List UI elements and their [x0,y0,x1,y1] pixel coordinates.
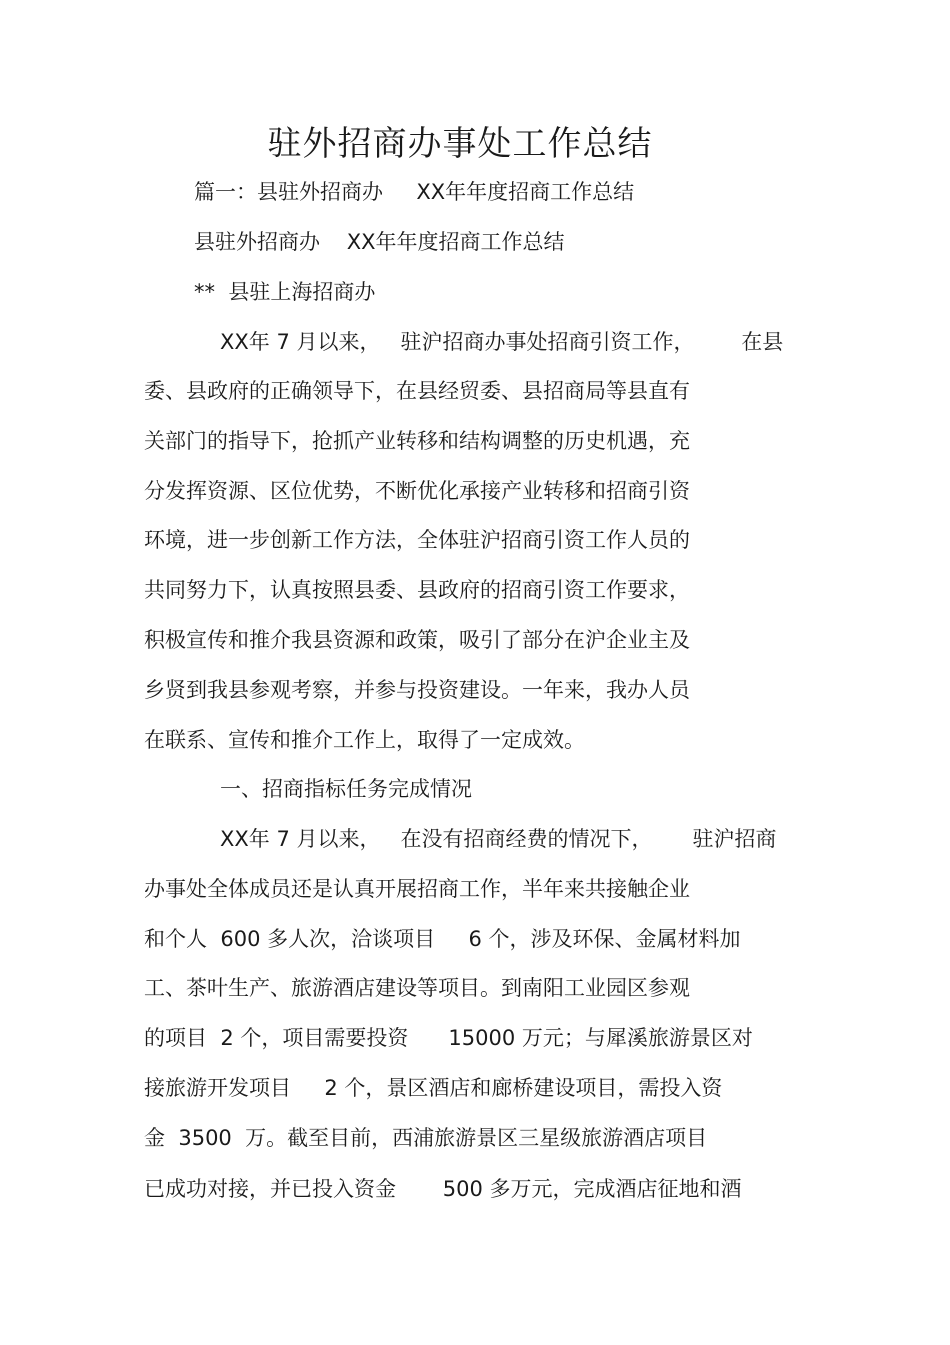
text-line: 乡贤到我县参观考察，并参与投资建设。一年来，我办人员 [144,678,690,702]
section-heading: 一、招商指标任务完成情况 [220,777,472,801]
text-line: 办事处全体成员还是认真开展招商工作，半年来共接触企业 [144,877,690,901]
text-line: 和个人 600 多人次，洽谈项目 6 个，涉及环保、金属材料加 [144,927,741,951]
text-line: 环境，进一步创新工作方法，全体驻沪招商引资工作人员的 [144,528,690,552]
text-line: 积极宣传和推介我县资源和政策，吸引了部分在沪企业主及 [144,628,690,652]
text-line: 在联系、宣传和推介工作上，取得了一定成效。 [144,728,585,752]
text-line: 分发挥资源、区位优势，不断优化承接产业转移和招商引资 [144,479,690,503]
text-line: 接旅游开发项目 2 个，景区酒店和廊桥建设项目，需投入资 [144,1076,723,1100]
document-title: 驻外招商办事处工作总结 [267,124,653,164]
text-line: 工、茶叶生产、旅游酒店建设等项目。到南阳工业园区参观 [144,976,690,1000]
text-line: 已成功对接，并已投入资金 500 多万元，完成酒店征地和酒 [144,1177,742,1201]
text-line: 的项目 2 个，项目需要投资 15000 万元；与犀溪旅游景区对 [144,1026,753,1050]
text-line: 委、县政府的正确领导下，在县经贸委、县招商局等县直有 [144,379,690,403]
text-line: 关部门的指导下，抢抓产业转移和结构调整的历史机遇，充 [144,429,690,453]
text-line: 县驻外招商办 XX年年度招商工作总结 [194,230,565,254]
text-line: 共同努力下，认真按照县委、县政府的招商引资工作要求， [144,578,690,602]
text-line: XX年 7 月以来， 驻沪招商办事处招商引资工作， 在县 [220,330,784,354]
text-line: 金 3500 万。截至目前，西浦旅游景区三星级旅游酒店项目 [144,1126,708,1150]
text-line: XX年 7 月以来， 在没有招商经费的情况下， 驻沪招商 [220,827,777,851]
text-line: ** 县驻上海招商办 [194,280,376,304]
text-line: 篇一：县驻外招商办 XX年年度招商工作总结 [194,180,635,204]
